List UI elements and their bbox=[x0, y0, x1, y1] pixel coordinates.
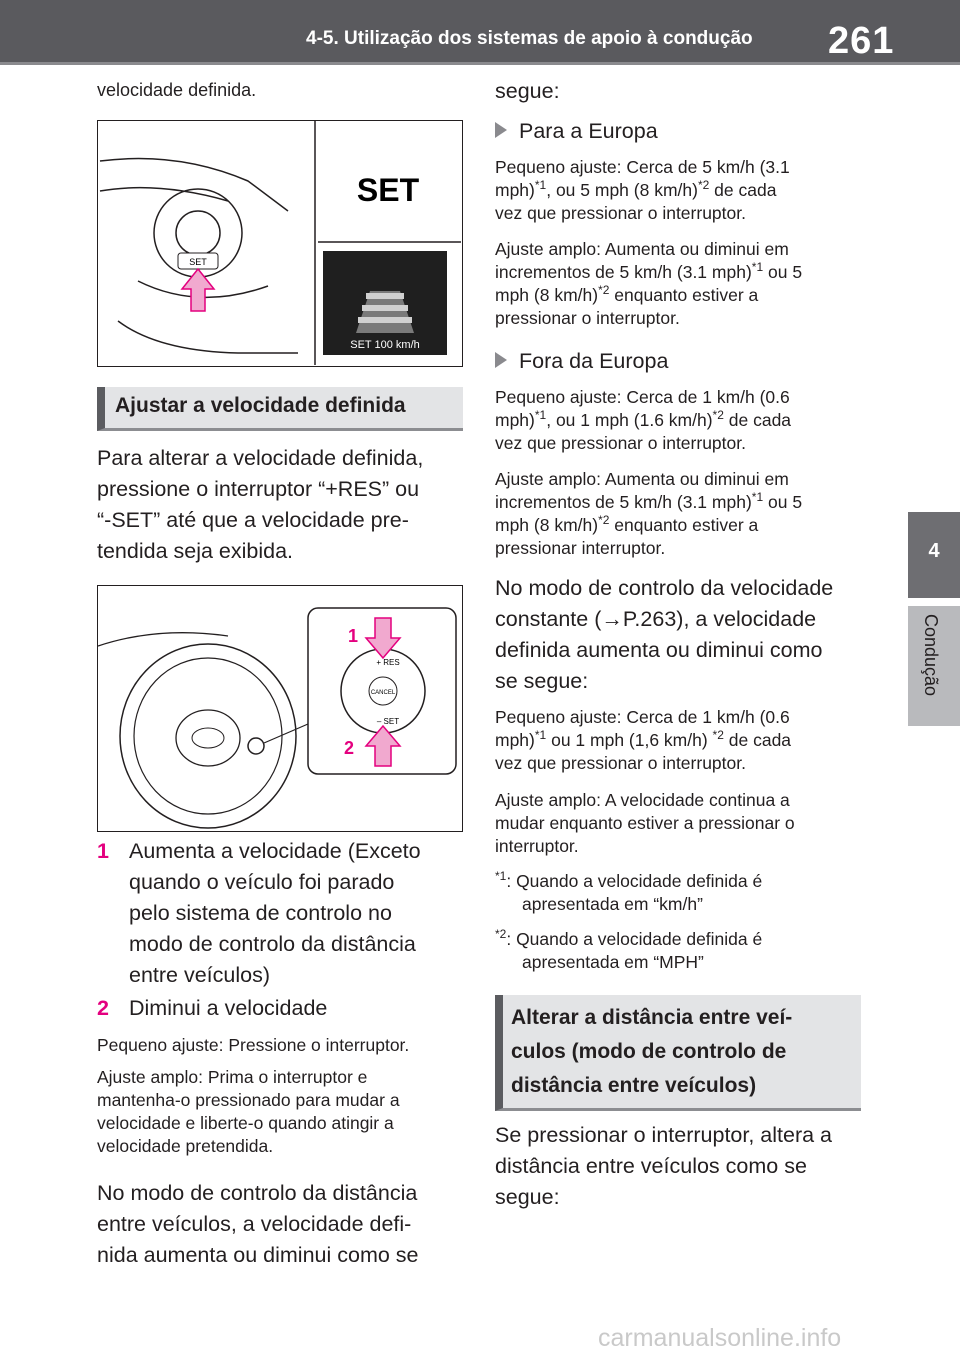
intro-text: velocidade definida. bbox=[97, 80, 257, 100]
segue-text: segue: bbox=[495, 79, 560, 103]
text-line: $^{*1}$: Quando a velocidade definida é bbox=[495, 869, 763, 891]
text-line: vez que pressionar o interruptor. bbox=[495, 433, 746, 453]
callout-1: 1 bbox=[348, 626, 359, 646]
text-line: interruptor. bbox=[495, 836, 579, 856]
eu-wide-adjust bbox=[495, 238, 875, 330]
heading-line: distância entre veículos) bbox=[511, 1074, 757, 1097]
set-button-label: SET bbox=[189, 257, 207, 267]
text-line: apresentada em “km/h” bbox=[522, 894, 703, 914]
footnote-2 bbox=[495, 928, 875, 974]
text-line: Pequeno ajuste: Cerca de 1 km/h (0.6 bbox=[495, 387, 790, 407]
heading-distance-mode bbox=[495, 995, 861, 1111]
steering-switch-illustration bbox=[98, 121, 461, 365]
distance-mode-paragraph bbox=[97, 1178, 477, 1271]
text-line: Se pressionar o interruptor, altera a bbox=[495, 1123, 833, 1147]
set-indicator-word: SET bbox=[356, 172, 420, 208]
text-line: quando o veículo foi parado bbox=[129, 870, 395, 894]
text-line: mph)$^{*1}$ ou 1 mph (1,6 km/h) $^{*2}$ de cada bbox=[495, 728, 792, 750]
eu-small-adjust bbox=[495, 156, 875, 225]
text-line: pressionar interruptor. bbox=[495, 538, 666, 558]
text-line: vez que pressionar o interruptor. bbox=[495, 753, 746, 773]
text-line: “-SET” até que a velocidade pre- bbox=[97, 508, 409, 532]
wide-adjust-note bbox=[97, 1066, 477, 1158]
text-line: tendida seja exibida. bbox=[97, 539, 294, 563]
text-line: Diminui a velocidade bbox=[129, 996, 328, 1020]
set-label: – SET bbox=[376, 717, 400, 726]
triangle-bullet-icon bbox=[495, 352, 507, 368]
text-line: incrementos de 5 km/h (3.1 mph)$^{*1}$ ou 5 bbox=[495, 490, 803, 512]
text-line: mph (8 km/h)$^{*2}$ enquanto estiver a bbox=[495, 283, 759, 305]
text-line: nida aumenta ou diminui como se bbox=[97, 1243, 419, 1267]
cancel-label: CANCEL bbox=[370, 690, 396, 696]
text-line: No modo de controlo da velocidade bbox=[495, 576, 834, 600]
chapter-number: 4 bbox=[928, 540, 940, 562]
text-line: vez que pressionar o interruptor. bbox=[495, 203, 746, 223]
callout-2: 2 bbox=[344, 738, 355, 758]
display-speed: SET 100 km/h bbox=[350, 339, 420, 351]
text-line: No modo de controlo da distância bbox=[97, 1181, 418, 1205]
small-adjust-note: Pequeno ajuste: Pressione o interruptor. bbox=[97, 1035, 410, 1055]
text-line: incrementos de 5 km/h (3.1 mph)$^{*1}$ ou 5 bbox=[495, 260, 803, 282]
text-line: Aumenta a velocidade (Exceto bbox=[129, 839, 421, 863]
europe-heading bbox=[495, 116, 658, 147]
heading-adjust-speed: Ajustar a velocidade definida bbox=[97, 387, 463, 431]
out-wide-adjust bbox=[495, 468, 875, 560]
text-line: mph)$^{*1}$, ou 1 mph (1.6 km/h)$^{*2}$ de cada bbox=[495, 408, 792, 430]
page-number: 261 bbox=[828, 20, 895, 62]
text-line: Pequeno ajuste: Cerca de 5 km/h (3.1 bbox=[495, 157, 790, 177]
heading-line: Alterar a distância entre veí- bbox=[511, 1006, 793, 1029]
text-line: distância entre veículos como se bbox=[495, 1154, 807, 1178]
text-line: pelo sistema de controlo no bbox=[129, 901, 392, 925]
text-line: apresentada em “MPH” bbox=[522, 952, 704, 972]
europe-label: Para a Europa bbox=[519, 119, 658, 143]
text-line: constante (→P.263), a velocidade bbox=[495, 607, 817, 631]
text-line: pressionar o interruptor. bbox=[495, 308, 680, 328]
outside-label: Fora da Europa bbox=[519, 349, 669, 373]
chapter-label-tab bbox=[908, 606, 960, 726]
distance-paragraph bbox=[495, 1120, 875, 1213]
text-line: mph (8 km/h)$^{*2}$ enquanto estiver a bbox=[495, 513, 759, 535]
adjust-paragraph bbox=[97, 443, 467, 567]
constant-mode-paragraph bbox=[495, 573, 875, 697]
footnote-1 bbox=[495, 870, 875, 916]
text-line: segue: bbox=[495, 1185, 560, 1209]
steering-wheel-illustration bbox=[98, 586, 461, 830]
text-line: mph)$^{*1}$, ou 5 mph (8 km/h)$^{*2}$ de cada bbox=[495, 178, 777, 200]
item-number: 1 bbox=[97, 839, 109, 863]
text-line: modo de controlo da distância bbox=[129, 932, 416, 956]
item-number: 2 bbox=[97, 996, 109, 1020]
text-line: Ajuste amplo: Prima o interruptor e bbox=[97, 1067, 368, 1087]
section-title: 4-5. Utilização dos sistemas de apoio à condução bbox=[306, 28, 753, 49]
outside-heading bbox=[495, 346, 668, 377]
figure-set-switch bbox=[97, 120, 463, 367]
text-line: entre veículos, a velocidade defi- bbox=[97, 1212, 412, 1236]
heading-line: culos (modo de controlo de bbox=[511, 1040, 787, 1063]
text-line: Para alterar a velocidade definida, bbox=[97, 446, 424, 470]
header-rule bbox=[0, 62, 960, 65]
figure-res-set-switch bbox=[97, 585, 463, 832]
item-1 bbox=[97, 836, 477, 991]
text-line: pressione o interruptor “+RES” ou bbox=[97, 477, 420, 501]
text-line: Ajuste amplo: A velocidade continua a bbox=[495, 790, 790, 810]
triangle-bullet-icon bbox=[495, 122, 507, 138]
text-line: mantenha-o pressionado para mudar a bbox=[97, 1090, 400, 1110]
text-line: Ajuste amplo: Aumenta ou diminui em bbox=[495, 469, 789, 489]
const-wide-adjust bbox=[495, 789, 875, 858]
text-line: velocidade e liberte-o quando atingir a bbox=[97, 1113, 394, 1133]
text-line: Pequeno ajuste: Cerca de 1 km/h (0.6 bbox=[495, 707, 790, 727]
text-line: se segue: bbox=[495, 669, 589, 693]
watermark: carmanualsonline.info bbox=[598, 1324, 842, 1352]
text-line: definida aumenta ou diminui como bbox=[495, 638, 823, 662]
text-line: Ajuste amplo: Aumenta ou diminui em bbox=[495, 239, 789, 259]
text-line: velocidade pretendida. bbox=[97, 1136, 274, 1156]
item-2 bbox=[97, 993, 477, 1024]
text-line: entre veículos) bbox=[129, 963, 271, 987]
chapter-label: Condução bbox=[921, 614, 941, 697]
text-line: $^{*2}$: Quando a velocidade definida é bbox=[495, 927, 763, 949]
res-label: + RES bbox=[376, 658, 400, 667]
const-small-adjust bbox=[495, 706, 875, 775]
text-line: mudar enquanto estiver a pressionar o bbox=[495, 813, 795, 833]
out-small-adjust bbox=[495, 386, 875, 455]
